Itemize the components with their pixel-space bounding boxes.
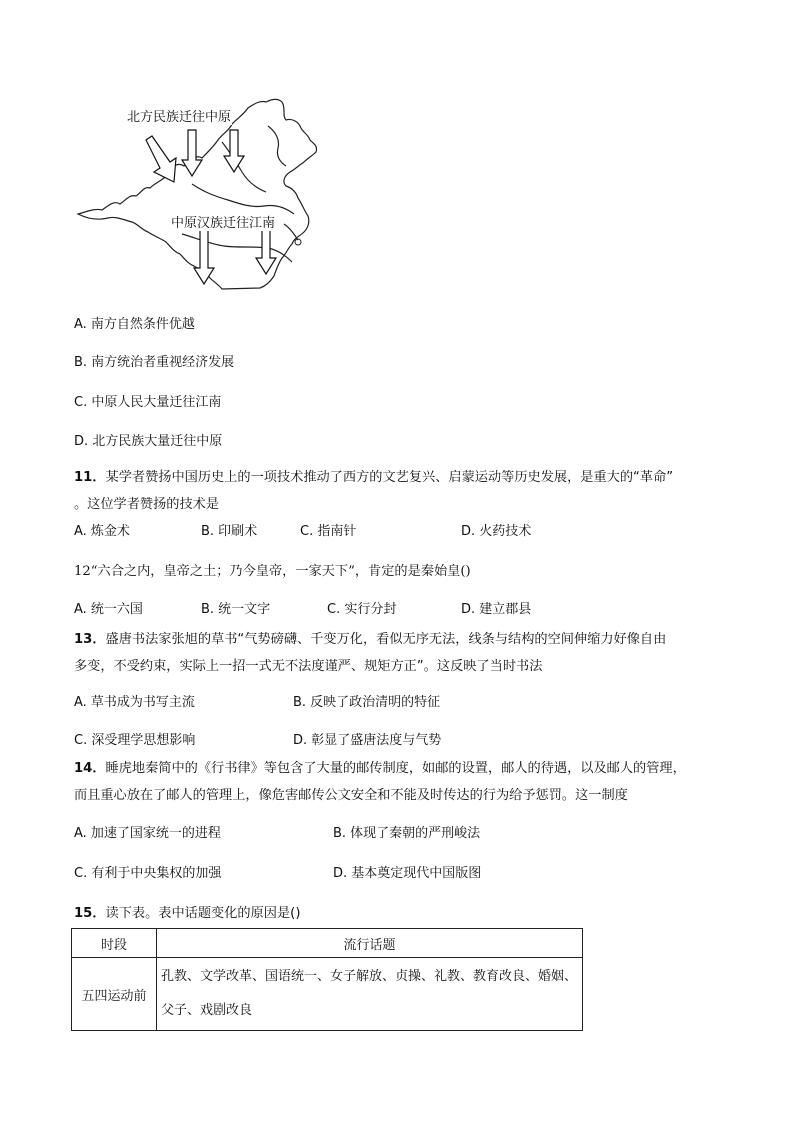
q11-number: 11． xyxy=(74,470,106,485)
topics-table xyxy=(71,928,583,1031)
q14-text: 睡虎地秦简中的《行书律》等包含了大量的邮传制度，如邮的设置，邮人的待遇，以及邮人的管理， xyxy=(105,761,686,776)
q11-text: 某学者赞扬中国历史上的一项技术推动了西方的文艺复兴、启蒙运动等历史发展，是重大的“革命” xyxy=(105,470,674,485)
q14-option-a: A. 加速了国家统一的进程 xyxy=(74,826,221,841)
table-header-row xyxy=(72,929,583,958)
q12-option-a: A. 统一六国 xyxy=(74,602,143,617)
table-row xyxy=(72,958,583,1031)
table-header-topics: 流行话题 xyxy=(157,929,583,958)
q14-option-c: C. 有利于中央集权的加强 xyxy=(74,866,222,881)
q11-stem-line2: 。这位学者赞扬的技术是 xyxy=(74,497,220,512)
q10-option-a: A. 南方自然条件优越 xyxy=(74,317,195,332)
q15-stem xyxy=(74,902,300,921)
q13-option-a: A. 草书成为书写主流 xyxy=(74,695,195,710)
map-label-south: 中原汉族迁往江南 xyxy=(171,216,276,231)
q10-option-d: D. 北方民族大量迁往中原 xyxy=(74,434,223,449)
q15-number: 15． xyxy=(74,906,106,921)
q13-option-d: D. 彰显了盛唐法度与气势 xyxy=(293,733,442,748)
q15-text: 读下表。表中话题变化的原因是() xyxy=(105,906,301,921)
q14-stem-line1 xyxy=(74,757,686,776)
map-label-north: 北方民族迁往中原 xyxy=(127,110,232,125)
q13-text: 盛唐书法家张旭的草书“气势磅礴、千变万化，看似无序无法，线条与结构的空间伸缩力好像自由 xyxy=(105,632,667,647)
q14-stem-line2: 而且重心放在了邮人的管理上，像危害邮传公文安全和不能及时传达的行为给予惩罚。这一制度 xyxy=(74,788,628,803)
migration-map xyxy=(72,96,324,290)
q11-option-c: C. 指南针 xyxy=(300,524,357,539)
table-cell-topics: 孔教、文学改革、国语统一、女子解放、贞操、礼教、教育改良、婚姻、父子、戏剧改良 xyxy=(157,958,583,1031)
arrow-down-icon xyxy=(182,130,202,176)
table-header-period: 时段 xyxy=(72,929,157,958)
q11-stem-line1 xyxy=(74,466,673,485)
arrow-down-icon xyxy=(146,136,176,182)
q13-stem-line1 xyxy=(74,628,666,647)
q12-option-c: C. 实行分封 xyxy=(327,602,397,617)
q11-option-b: B. 印刷术 xyxy=(201,524,258,539)
map-outline xyxy=(72,96,324,290)
q13-option-c: C. 深受理学思想影响 xyxy=(74,733,196,748)
q10-option-b: B. 南方统治者重视经济发展 xyxy=(74,355,235,370)
q10-option-c: C. 中原人民大量迁往江南 xyxy=(74,395,222,410)
table-cell-period: 五四运动前 xyxy=(72,958,157,1031)
q14-option-b: B. 体现了秦朝的严刑峻法 xyxy=(333,826,481,841)
q14-option-d: D. 基本奠定现代中国版图 xyxy=(333,866,482,881)
arrow-down-icon xyxy=(194,230,214,284)
q12-stem: 12“六合之内，皇帝之土；乃今皇帝，一家天下”，肯定的是秦始皇() xyxy=(74,564,471,579)
q14-number: 14． xyxy=(74,761,106,776)
q12-option-d: D. 建立郡县 xyxy=(461,602,532,617)
q11-option-a: A. 炼金术 xyxy=(74,524,130,539)
q13-stem-line2: 多变，不受约束，实际上一招一式无不法度谨严、规矩方正”。这反映了当时书法 xyxy=(74,659,543,674)
q12-option-b: B. 统一文字 xyxy=(201,602,271,617)
arrow-down-icon xyxy=(224,130,244,172)
q13-number: 13． xyxy=(74,632,106,647)
q11-option-d: D. 火药技术 xyxy=(461,524,532,539)
q13-option-b: B. 反映了政治清明的特征 xyxy=(293,695,441,710)
